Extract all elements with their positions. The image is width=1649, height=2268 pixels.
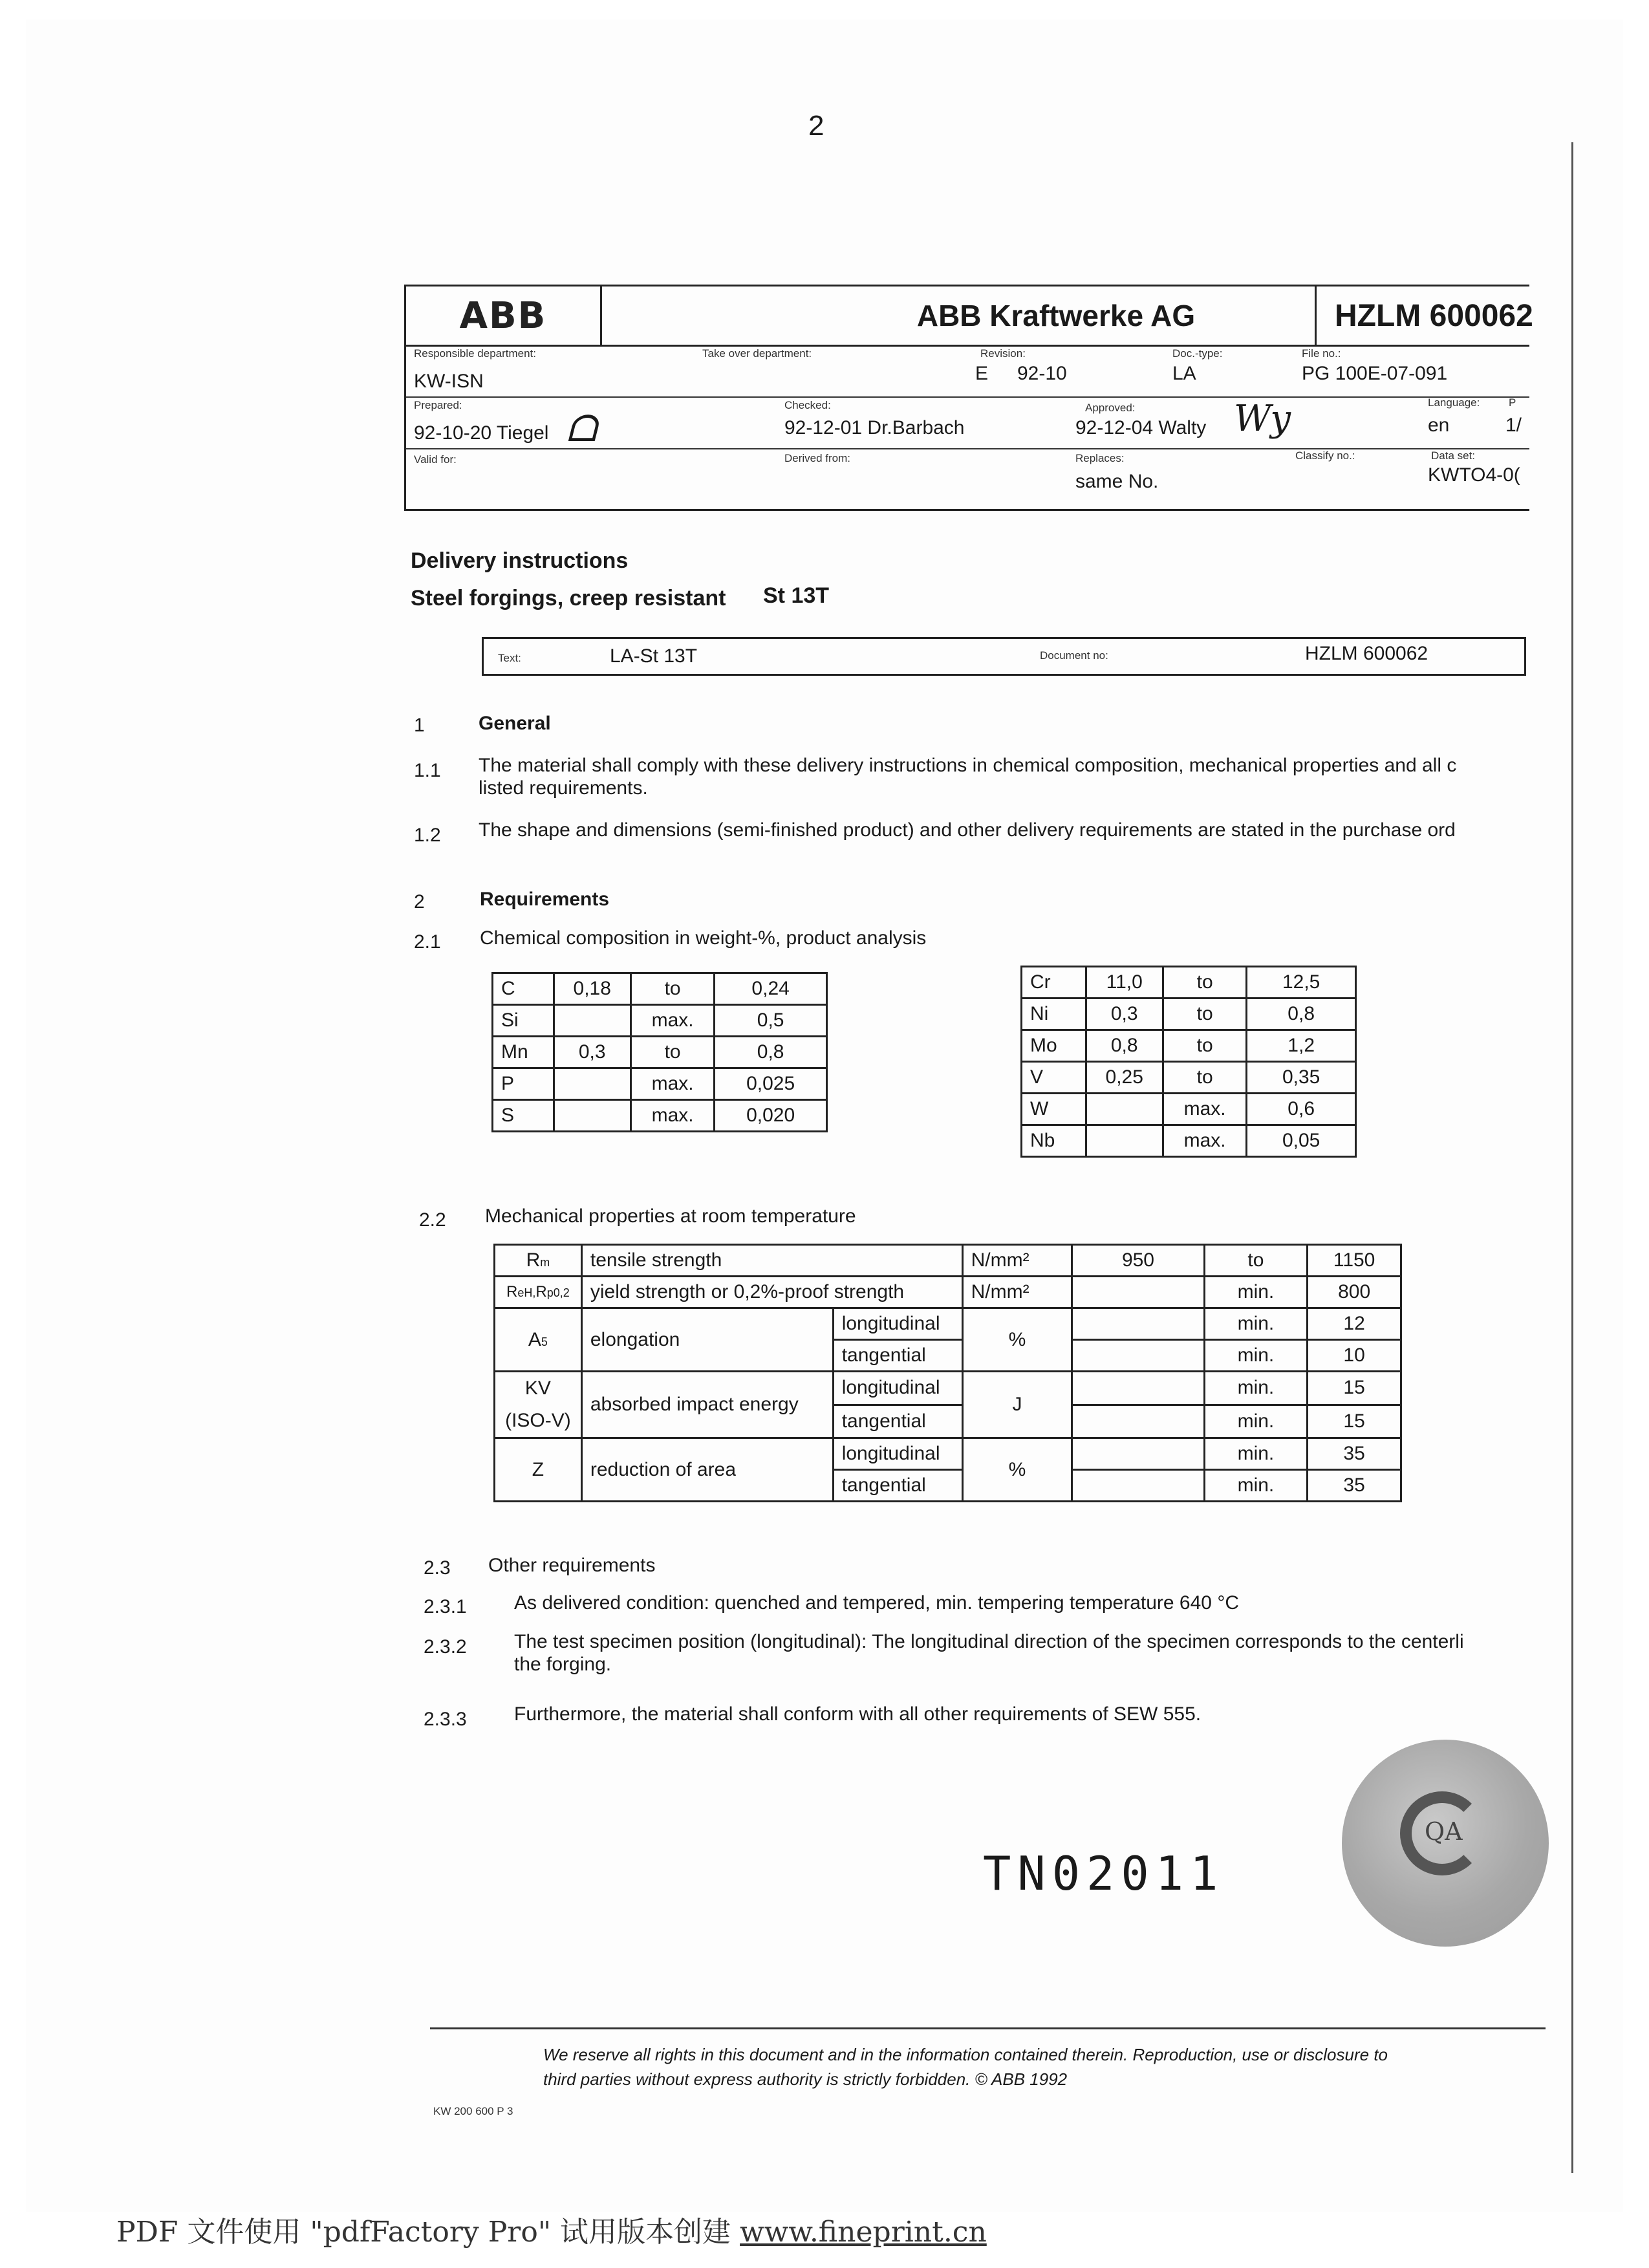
chem-right-element: W — [1022, 1094, 1086, 1125]
fineprint-link[interactable]: www.fineprint.cn — [740, 2216, 987, 2249]
label-responsible-dept: Responsible department: — [414, 347, 537, 360]
chem-left-to: 0,24 — [715, 973, 827, 1005]
chem-right-to: 1,2 — [1247, 1030, 1356, 1062]
kv-tang-dir: tangential — [833, 1405, 962, 1438]
label-revision: Revision: — [980, 347, 1026, 360]
chem-right-op: to — [1163, 1062, 1246, 1094]
rm-min: 950 — [1072, 1245, 1204, 1277]
revision-letter: E — [975, 363, 989, 384]
mech-row-re — [495, 1277, 1401, 1308]
label-doc-type: Doc.-type: — [1172, 347, 1223, 360]
chem-right-op: max. — [1163, 1125, 1246, 1157]
re-symbol: ReH,Rp0,2 — [495, 1277, 582, 1308]
doc-type-value: LA — [1172, 363, 1196, 384]
chem-right-from: 0,3 — [1086, 999, 1163, 1030]
page-number: 2 — [808, 110, 824, 142]
z-tang-dir: tangential — [833, 1470, 962, 1502]
kv-symbol: KV (ISO-V) — [495, 1372, 582, 1438]
checked-value: 92-12-01 Dr.Barbach — [784, 417, 965, 438]
chem-left-row — [493, 1005, 827, 1037]
rm-desc: tensile strength — [581, 1245, 962, 1277]
chem-left-to: 0,5 — [715, 1005, 827, 1037]
label-approved: Approved: — [1085, 402, 1136, 414]
section-2-3-2-text: The test specimen position (longitudinal): The longitudinal direction of the specimen corresponds to the centerli — [514, 1631, 1464, 1652]
label-prepared: Prepared: — [414, 399, 462, 411]
section-2-3-no: 2.3 — [424, 1557, 451, 1579]
chem-left-to: 0,020 — [715, 1100, 827, 1132]
kv-tang-value: 15 — [1308, 1405, 1401, 1438]
z-tang-value: 35 — [1308, 1470, 1401, 1502]
label-replaces: Replaces: — [1075, 452, 1125, 464]
chem-right-from — [1086, 1094, 1163, 1125]
kv-long-min: min. — [1204, 1372, 1308, 1405]
mech-row-rm — [495, 1245, 1401, 1277]
chem-left-element: Mn — [493, 1037, 554, 1068]
chem-left-op: max. — [630, 1068, 714, 1100]
label-data-set: Data set: — [1431, 449, 1476, 462]
chem-left-from — [554, 1005, 630, 1037]
replaces-value: same No. — [1075, 471, 1159, 492]
kv-unit: J — [962, 1372, 1072, 1438]
doc-value: HZLM 600062 — [1305, 643, 1428, 664]
chem-right-from: 0,25 — [1086, 1062, 1163, 1094]
z-tang-min: min. — [1204, 1470, 1308, 1502]
prepared-signature: ᗝ — [566, 408, 597, 450]
z-long-min: min. — [1204, 1438, 1308, 1470]
label-valid-for: Valid for: — [414, 453, 457, 466]
section-1-2-text: The shape and dimensions (semi-finished product) and other delivery requirements are stated in the purchase ord — [479, 819, 1456, 841]
chem-table-left — [491, 972, 828, 1132]
chem-left-from — [554, 1100, 630, 1132]
kv-long-value: 15 — [1308, 1372, 1401, 1405]
chem-right-row — [1022, 999, 1356, 1030]
section-1-no: 1 — [414, 715, 425, 736]
chem-left-to: 0,025 — [715, 1068, 827, 1100]
company-name: ABB Kraftwerke AG — [916, 299, 1196, 332]
title-grade: St 13T — [763, 583, 830, 608]
section-2-title: Requirements — [480, 889, 610, 910]
chem-right-to: 0,8 — [1247, 999, 1356, 1030]
rm-symbol: Rm — [495, 1245, 582, 1277]
section-1-title: General — [479, 713, 551, 734]
label-file-no: File no.: — [1302, 347, 1341, 360]
chem-left-from: 0,3 — [554, 1037, 630, 1068]
a5-long-value: 12 — [1308, 1308, 1401, 1340]
label-derived-from: Derived from: — [784, 452, 851, 464]
a5-desc: elongation — [581, 1308, 833, 1372]
chem-right-op: to — [1163, 999, 1246, 1030]
section-2-3-2-text2: the forging. — [514, 1654, 612, 1675]
chem-left-from: 0,18 — [554, 973, 630, 1005]
re-desc: yield strength or 0,2%-proof strength — [581, 1277, 962, 1308]
chem-right-from: 0,8 — [1086, 1030, 1163, 1062]
rm-to: to — [1204, 1245, 1308, 1277]
kv-desc: absorbed impact energy — [581, 1372, 833, 1438]
a5-symbol: A5 — [495, 1308, 582, 1372]
chem-right-row — [1022, 1094, 1356, 1125]
tn-stamp: TN02011 — [983, 1846, 1225, 1901]
label-page: P — [1509, 396, 1516, 409]
z-long-dir: longitudinal — [833, 1438, 962, 1470]
chem-right-element: Ni — [1022, 999, 1086, 1030]
chem-right-to: 0,6 — [1247, 1094, 1356, 1125]
section-1-1-no: 1.1 — [414, 760, 441, 781]
mech-row-a5-long — [495, 1308, 1401, 1340]
section-1-2-no: 1.2 — [414, 825, 441, 846]
kv-tang-min: min. — [1204, 1405, 1308, 1438]
scan-edge-line — [1571, 142, 1573, 2173]
chem-left-row — [493, 1068, 827, 1100]
label-checked: Checked: — [784, 399, 831, 411]
form-code: KW 200 600 P 3 — [433, 2105, 513, 2117]
chem-left-row — [493, 1100, 827, 1132]
chem-left-op: to — [630, 973, 714, 1005]
approved-value: 92-12-04 Walty — [1075, 417, 1207, 438]
section-2-no: 2 — [414, 891, 425, 913]
kv-long-dir: longitudinal — [833, 1372, 962, 1405]
chem-left-element: S — [493, 1100, 554, 1132]
pdf-factory-note — [116, 2209, 987, 2250]
copyright-notice — [543, 2042, 1507, 2091]
chem-right-row — [1022, 1030, 1356, 1062]
chem-right-op: to — [1163, 967, 1246, 999]
chem-right-element: V — [1022, 1062, 1086, 1094]
rm-max: 1150 — [1308, 1245, 1401, 1277]
chem-right-op: max. — [1163, 1094, 1246, 1125]
prepared-value: 92-10-20 Tiegel — [414, 422, 549, 444]
a5-unit: % — [962, 1308, 1072, 1372]
z-desc: reduction of area — [581, 1438, 833, 1502]
label-language: Language: — [1428, 396, 1480, 409]
title-line2: Steel forgings, creep resistant — [411, 586, 726, 610]
re-value: 800 — [1308, 1277, 1401, 1308]
section-1-1-text2: listed requirements. — [479, 777, 648, 799]
chem-right-from — [1086, 1125, 1163, 1157]
chem-right-element: Mo — [1022, 1030, 1086, 1062]
chem-right-op: to — [1163, 1030, 1246, 1062]
z-long-value: 35 — [1308, 1438, 1401, 1470]
section-2-3-3-text: Furthermore, the material shall conform with all other requirements of SEW 555. — [514, 1703, 1202, 1725]
section-2-2-no: 2.2 — [419, 1209, 446, 1231]
chem-table-right — [1020, 966, 1357, 1158]
chem-left-row — [493, 1037, 827, 1068]
text-label: Text: — [498, 652, 521, 664]
z-unit: % — [962, 1438, 1072, 1502]
language-value: en — [1428, 415, 1450, 436]
file-no-value: PG 100E-07-091 — [1302, 363, 1448, 384]
document-header — [404, 285, 1533, 511]
header-doc-number: HZLM 600062 — [1315, 286, 1547, 345]
chem-right-row — [1022, 1062, 1356, 1094]
page-value: 1/ — [1505, 415, 1522, 436]
section-1-1-text: The material shall comply with these delivery instructions in chemical composition, mechanical properties and all c — [479, 755, 1457, 776]
chem-right-from: 11,0 — [1086, 967, 1163, 999]
chem-left-to: 0,8 — [715, 1037, 827, 1068]
chem-left-op: to — [630, 1037, 714, 1068]
chem-left-from — [554, 1068, 630, 1100]
label-classify-no: Classify no.: — [1295, 449, 1355, 462]
chem-left-element: C — [493, 973, 554, 1005]
chem-left-row — [493, 973, 827, 1005]
section-2-3-3-no: 2.3.3 — [424, 1709, 467, 1730]
text-reference-box — [482, 637, 1526, 676]
mech-row-kv-long — [495, 1372, 1401, 1405]
chem-right-to: 12,5 — [1247, 967, 1356, 999]
mech-row-z-long — [495, 1438, 1401, 1470]
section-2-3-2-no: 2.3.2 — [424, 1636, 467, 1658]
chem-right-row — [1022, 1125, 1356, 1157]
chem-left-op: max. — [630, 1005, 714, 1037]
chem-right-to: 0,05 — [1247, 1125, 1356, 1157]
chem-right-element: Cr — [1022, 967, 1086, 999]
chem-right-element: Nb — [1022, 1125, 1086, 1157]
notice-line2: third parties without express authority is strictly forbidden. © ABB 1992 — [543, 2069, 1068, 2089]
chem-right-row — [1022, 967, 1356, 999]
chem-left-element: Si — [493, 1005, 554, 1037]
footer-divider — [430, 2027, 1546, 2029]
text-value: LA-St 13T — [610, 645, 698, 667]
section-2-1-text: Chemical composition in weight-%, product analysis — [480, 927, 927, 949]
qa-seal-text: QA — [1425, 1817, 1463, 1846]
revision-date: 92-10 — [1017, 363, 1067, 384]
a5-tang-min: min. — [1204, 1340, 1308, 1372]
chem-left-element: P — [493, 1068, 554, 1100]
doc-label: Document no: — [1040, 649, 1108, 662]
chem-left-op: max. — [630, 1100, 714, 1132]
a5-long-min: min. — [1204, 1308, 1308, 1340]
data-set-value: KWTO4-0( — [1428, 464, 1520, 486]
abb-logo: ABB — [406, 286, 602, 345]
responsible-dept-value: KW-ISN — [414, 371, 484, 392]
qa-seal — [1342, 1740, 1549, 1947]
rm-unit: N/mm² — [962, 1245, 1072, 1277]
chem-right-to: 0,35 — [1247, 1062, 1356, 1094]
section-2-1-no: 2.1 — [414, 931, 441, 953]
a5-tang-dir: tangential — [833, 1340, 962, 1372]
label-takeover-dept: Take over department: — [702, 347, 812, 360]
re-min-label: min. — [1204, 1277, 1308, 1308]
a5-long-dir: longitudinal — [833, 1308, 962, 1340]
pdf-note-text: PDF 文件使用 "pdfFactory Pro" 试用版本创建 — [116, 2216, 740, 2249]
notice-line1: We reserve all rights in this document and in the information contained therein. Reproduction, use or disclosure to — [543, 2045, 1388, 2064]
re-unit: N/mm² — [962, 1277, 1072, 1308]
mech-table — [493, 1244, 1402, 1502]
z-symbol: Z — [495, 1438, 582, 1502]
approved-signature: Wy — [1234, 398, 1291, 440]
title-line1: Delivery instructions — [411, 548, 629, 573]
section-2-3-text: Other requirements — [488, 1555, 656, 1576]
section-2-3-1-no: 2.3.1 — [424, 1596, 467, 1617]
a5-tang-value: 10 — [1308, 1340, 1401, 1372]
section-2-2-text: Mechanical properties at room temperature — [485, 1205, 856, 1227]
section-2-3-1-text: As delivered condition: quenched and tempered, min. tempering temperature 640 °C — [514, 1592, 1239, 1614]
